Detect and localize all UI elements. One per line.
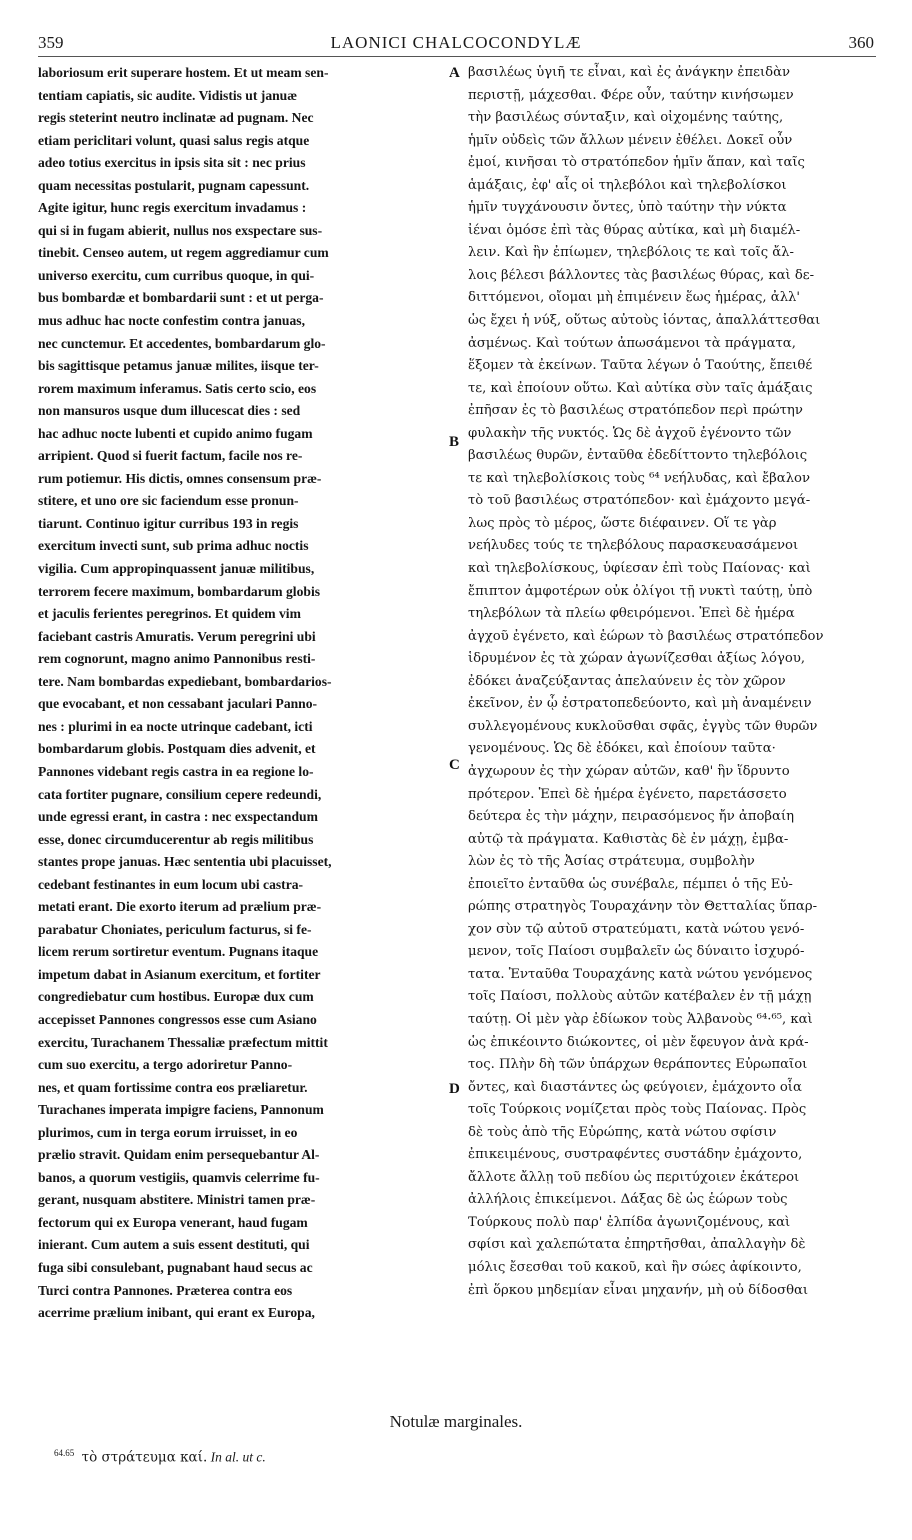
greek-text-line: λειν. Καὶ ἢν ἐπίωμεν, τηλεβόλοις τε καὶ τοῖς ἄλ-: [468, 245, 794, 261]
greek-text-line: γενομένους. Ὡς δὲ ἐδόκει, καὶ ἐποίουν ταῦτα·: [468, 741, 776, 757]
latin-column: [38, 62, 444, 1325]
footnote-ref: 64.65: [54, 1448, 75, 1458]
greek-text-line: ἐδόκει ἀναζεύξαντας ἀπελαύνειν ἐς τὸν χῶρον: [468, 673, 786, 689]
latin-text-line: cata fortiter pugnare, consilium cepere redeundi,: [38, 786, 322, 802]
footnote-latin: In al. ut c.: [210, 1449, 266, 1465]
latin-text-line: acerrime prælium inibant, qui erant ex Europa,: [38, 1305, 315, 1321]
latin-text-line: tere. Nam bombardas expediebant, bombardarios-: [38, 673, 332, 689]
latin-text-line: tinebit. Censeo autem, ut regem aggrediamur cum: [38, 245, 329, 261]
footnote-greek: τὸ στράτευμα καί.: [81, 1449, 208, 1466]
greek-text-line: Τούρκους πολὺ παρ' ἐλπίδα ἀγωνιζομένους, καὶ: [468, 1214, 791, 1230]
latin-text-line: non mansuros usque dum illucescat dies : sed: [38, 403, 301, 419]
latin-text-line: que evocabant, et non cessabant jaculari Panno-: [38, 696, 318, 712]
latin-text-line: tiarunt. Continuo igitur curribus 193 in regis: [38, 515, 299, 531]
latin-text-line: cedebant festinantes in eum locum ubi castra-: [38, 876, 304, 892]
greek-text-line: ἐποιεῖτο ἐνταῦθα ὡς συνέβαλε, πέμπει ὁ τῆς Εὐ-: [468, 876, 793, 892]
greek-text-line: τὸ τοῦ βασιλέως στρατόπεδον· καὶ ἐμάχοντο μεγά-: [468, 493, 811, 509]
latin-text-line: etiam periclitari volunt, quasi salus regis atque: [38, 132, 310, 148]
greek-text-line: ταύτῃ. Οἱ μὲν γὰρ ἐδίωκον τοὺς Ἀλβανοὺς ⁶⁴·⁶⁵, καὶ: [468, 1011, 813, 1027]
greek-text-line: δὲ τοὺς ἀπὸ τῆς Εὐρώπης, κατὰ νώτου σφίσιν: [468, 1124, 777, 1140]
latin-text-line: banos, a quorum vestigiis, quamvis celerrime fu-: [38, 1169, 320, 1185]
latin-text-line: stitere, et uno ore sic faciendum esse pronun-: [38, 493, 299, 509]
page-number-right: 360: [848, 33, 874, 52]
running-head: LAONICI CHALCOCONDYLÆ: [330, 33, 582, 52]
latin-text-line: mus adhuc hac nocte confestim contra januas,: [38, 313, 305, 329]
latin-text-line: rem cognorunt, magno animo Pannonibus resti-: [38, 651, 316, 667]
section-marker-b: B: [449, 434, 460, 450]
latin-text-line: esse, donec circumducerentur ab regis militibus: [38, 831, 314, 847]
greek-text-line: ἀλλήλοις ἐπικείμενοι. Δάξας δὲ ὡς ἑώρων τοὺς: [468, 1192, 788, 1208]
greek-text-line: ἔπιπτον ἀμφοτέρων οὐκ ὀλίγοι τῇ νυκτὶ ταύτῃ, ὑπὸ: [468, 583, 813, 599]
latin-text-line: plurimos, cum in terga eorum irruisset, in eo: [38, 1124, 298, 1140]
latin-text-line: fuga sibi consulebant, pugnabant haud secus ac: [38, 1259, 313, 1275]
greek-text-line: ἄλλοτε ἄλλῃ τοῦ πεδίου ὡς περιτύχοιεν ἑκάτεροι: [468, 1169, 800, 1185]
latin-text-line: adeo totius exercitus in ipsis sita sit : nec prius: [38, 155, 306, 171]
greek-text-line: σφίσι καὶ χαλεπώτατα ἐπηρτῆσθαι, ἀπαλλαγὴν δὲ: [468, 1237, 806, 1253]
greek-text-line: ἡμῖν τυγχάνουσιν ὄντες, ὑπὸ ταύτην τὴν νύκτα: [468, 200, 787, 216]
greek-text-line: νεήλυδες τούς τε τηλεβόλους παρασκευασάμενοι: [468, 538, 799, 554]
latin-text-line: Agite igitur, hunc regis exercitum invadamus :: [38, 200, 307, 216]
greek-text-line: λοις βέλεσι βάλλοντες τὰς βασιλέως θύρας, καὶ δε-: [468, 267, 815, 283]
latin-text-line: universo exercitu, cum curribus quoque, in qui-: [38, 267, 315, 283]
greek-text-line: ἐμοί, κινῆσαι τὸ στρατόπεδον ἡμῖν ἅπαν, καὶ ταῖς: [468, 155, 805, 171]
greek-text-line: ἀσμένως. Καὶ τούτων ἀπωσάμενοι τὰ πράγματα,: [468, 335, 796, 351]
latin-text-line: quam necessitas postularit, pugnam capessunt.: [38, 177, 310, 193]
greek-text-line: δεύτερα ἐς τὴν μάχην, πειρασόμενος ἤν ἀποβαίη: [468, 809, 795, 825]
footnote: [54, 1448, 266, 1466]
greek-text-line: ἰέναι ὁμόσε ἐπὶ τὰς θύρας αὐτίκα, καὶ μὴ διαμέλ-: [468, 222, 801, 238]
latin-text-line: cum suo exercitu, a tergo adoriretur Panno-: [38, 1057, 293, 1073]
latin-text-line: nes, et quam fortissime contra eos præliaretur.: [38, 1079, 308, 1095]
greek-column: [468, 62, 880, 1302]
greek-text-line: μενον, τοῖς Παίοσι συμβαλεῖν ὡς δύναιτο ἰσχυρό-: [468, 944, 805, 960]
greek-text-line: χον σὺν τῷ αὐτοῦ στρατεύματι, κατὰ νώτου γενό-: [468, 921, 805, 937]
greek-text-line: βασιλέως θυρῶν, ἐνταῦθα ἐδεδίττοντο τηλεβόλοις: [468, 448, 808, 464]
marginal-notes-title: Notulæ marginales.: [389, 1412, 523, 1431]
greek-text-line: ἐπῆσαν ἐς τὸ βασιλέως στρατόπεδον περὶ πρώτην: [468, 403, 803, 419]
latin-text-line: parabatur Choniates, periculum facturus, si fe-: [38, 921, 312, 937]
latin-text-line: et jaculis ferientes peregrinos. Et quidem vim: [38, 606, 301, 622]
latin-text-line: impetum dabat in Asianum exercitum, et fortiter: [38, 966, 321, 982]
greek-text-line: πρότερον. Ἐπεὶ δὲ ἡμέρα ἐγένετο, παρετάσσετο: [468, 786, 787, 802]
latin-text-line: fectorum qui ex Europa venerant, haud fugam: [38, 1214, 308, 1230]
page-number-left: 359: [38, 33, 64, 52]
latin-text-line: hac adhuc nocte lubenti et cupido animo fugam: [38, 425, 313, 441]
greek-text-line: φυλακὴν τῆς νυκτός. Ὡς δὲ ἀγχοῦ ἐγένοντο τῶν: [468, 425, 792, 441]
greek-text-line: ἕξομεν τὰ ἐκείνων. Ταῦτα λέγων ὁ Ταούτης, ἔπειθέ: [468, 358, 813, 374]
latin-text-line: vigilia. Cum appropinquassent januæ militibus,: [38, 561, 315, 577]
greek-text-line: καὶ τηλεβολίσκους, ὑφίεσαν ἐπὶ τοὺς Παίονας· καὶ: [468, 561, 811, 577]
latin-text-line: arripient. Quod si fuerit factum, facile nos re-: [38, 448, 303, 464]
greek-text-line: τὴν βασιλέως σύνταξιν, καὶ οἰχομένης ταύτης,: [468, 110, 784, 126]
latin-text-line: Turachanes imperata impigre faciens, Pannonum: [38, 1102, 324, 1118]
latin-text-line: laboriosum erit superare hostem. Et ut meam sen-: [38, 65, 329, 80]
section-marker-c: C: [449, 757, 460, 773]
greek-text-line: ἀγχοῦ ἐγένετο, καὶ ἑώρων τὸ βασιλέως στρατόπεδον: [468, 628, 824, 644]
latin-text-line: bombardarum globis. Postquam dies advenit, et: [38, 741, 316, 757]
latin-text-line: faciebant castris Amuratis. Verum peregrini ubi: [38, 628, 316, 644]
latin-text-line: licem rerum sortiretur eventum. Pugnans itaque: [38, 944, 319, 960]
latin-text-line: stantes prope januas. Hæc sententia ubi placuisset,: [38, 854, 332, 870]
latin-text-line: metati erant. Die exorto iterum ad prælium præ-: [38, 899, 322, 915]
greek-text-line: ἐπὶ ὅρκου μηδεμίαν εἶναι μηχανήν, μὴ οὐ δίδοσθαι: [468, 1282, 809, 1298]
greek-text-line: τατα. Ἐνταῦθα Τουραχάνης κατὰ νώτου γενόμενος: [468, 966, 813, 982]
latin-text-line: nec cunctemur. Et accedentes, bombardarum glo-: [38, 335, 326, 351]
latin-text-line: gerant, nusquam abstitere. Ministri tamen præ-: [38, 1192, 316, 1208]
latin-text-line: rorem maximum inferamus. Satis certo scio, eos: [38, 380, 317, 396]
greek-text-line: συλλεγομένους κυκλοῦσθαι σφᾶς, ἐγγὺς τῶν θυρῶν: [468, 718, 818, 734]
latin-text-line: nes : plurimi in ea nocte utrinque cadebant, icti: [38, 718, 313, 734]
greek-text-line: αὐτῷ τὰ πράγματα. Καθιστὰς δὲ ἐν μάχῃ, ἐμβα-: [468, 831, 789, 847]
latin-text-line: inierant. Cum autem a suis essent destituti, qui: [38, 1237, 310, 1253]
greek-text-line: περιστῇ, μάχεσθαι. Φέρε οὖν, ταύτην κινήσωμεν: [468, 87, 794, 103]
greek-text-line: τος. Πλὴν δὴ τῶν ὑπάρχων θεράποντες Εὐρωπαῖοι: [468, 1057, 808, 1073]
latin-text-line: Turci contra Pannones. Præterea contra eos: [38, 1282, 293, 1298]
greek-text-line: τηλεβόλων τὰ πλείω φθειρόμενοι. Ἐπεὶ δὲ ἡμέρα: [468, 606, 795, 622]
latin-text-line: Pannones videbant regis castra in ea regione lo-: [38, 763, 314, 779]
latin-text-line: tentiam capiatis, sic audite. Vidistis ut januæ: [38, 87, 298, 103]
greek-text-line: διττόμενοι, οἴομαι μὴ ἐπιμένειν ἕως ἡμέρας, ἀλλ': [468, 290, 801, 306]
greek-text-line: μόλις ἔσεσθαι τοῦ κακοῦ, καὶ ἢν σώες ἀφίκοιντο,: [468, 1259, 802, 1275]
greek-text-line: ὡς ἔχει ἡ νύξ, οὕτως αὐτοὺς ἰόντας, ἀπαλλάττεσθαι: [468, 313, 821, 329]
latin-text-line: terrorem fecere maximum, bombardarum globis: [38, 583, 321, 599]
greek-text-line: ἡμῖν οὐδεὶς τῶν ἄλλων μένειν ἐθέλει. Δοκεῖ οὖν: [468, 132, 793, 148]
latin-text-line: qui si in fugam abierit, nullus nos exspectare sus-: [38, 222, 323, 238]
latin-text-line: bis sagittisque petamus januæ milites, iisque ter-: [38, 358, 319, 374]
greek-text-line: βασιλέως ὑγιῆ τε εἶναι, καὶ ἐς ἀνάγκην ἐπειδὰν: [468, 65, 791, 80]
greek-text-line: ἱδρυμένον ἐς τὰ χώραν ἀγωνίζεσθαι ἀξίως λόγου,: [468, 651, 806, 667]
latin-text-line: rum potiemur. His dictis, omnes consensum præ-: [38, 470, 322, 486]
greek-text-line: λως πρὸς τὸ μέρος, ὥστε διέφαινεν. Οἵ τε γὰρ: [468, 515, 777, 531]
latin-text-line: exercitu, Turachanem Thessaliæ præfectum mittit: [38, 1034, 328, 1050]
greek-text-line: ρώπης στρατηγὸς Τουραχάνην τὸν Θετταλίας ὕπαρ-: [468, 899, 818, 915]
greek-text-line: ἁμάξαις, ἐφ' αἷς οἱ τηλεβόλοι καὶ τηλεβολίσκοι: [468, 177, 787, 193]
greek-text-line: τε καὶ τηλεβολίσκοις τοὺς ⁶⁴ νεήλυδας, καὶ ἔβαλον: [468, 470, 811, 486]
greek-text-line: τοῖς Τούρκοις νομίζεται πρὸς τοὺς Παίονας. Πρὸς: [468, 1102, 807, 1118]
latin-text-line: prælio stravit. Quidam enim persequebantur Al-: [38, 1147, 320, 1163]
greek-text-line: τε, καὶ ἐποίουν οὕτω. Καὶ αὐτίκα σὺν ταῖς ἁμάξαις: [468, 380, 813, 396]
greek-text-line: ἀγχωρουν ἐς τὴν χώραν αὐτῶν, καθ' ἣν ἵδρυντο: [468, 763, 790, 779]
greek-text-line: λὼν ἐς τὸ τῆς Ἀσίας στράτευμα, συμβολὴν: [468, 854, 755, 870]
latin-text-line: unde egressi erant, in castra : nec exspectandum: [38, 809, 318, 825]
section-marker-d: D: [449, 1081, 460, 1097]
header-rule: [38, 56, 876, 57]
greek-text-line: τοῖς Παίοσι, πολλοὺς αὐτῶν κατέβαλεν ἐν τῇ μάχῃ: [468, 989, 812, 1005]
greek-text-line: ἐπικειμένους, συστραφέντες συστάδην ἐμάχοντο,: [468, 1147, 803, 1163]
latin-text-line: exercitum invecti sunt, sub prima adhuc noctis: [38, 538, 309, 554]
latin-text-line: regis steterint neutro inclinatæ ad pugnam. Nec: [38, 110, 314, 126]
latin-text-line: congrediebatur cum hostibus. Europæ dux cum: [38, 989, 314, 1005]
latin-text-line: accepisset Pannones congressos esse cum Asiano: [38, 1011, 317, 1027]
section-marker-a: A: [449, 65, 460, 81]
greek-text-line: ἐκεῖνον, ἐν ᾧ ἐστρατοπεδεύοντο, καὶ μὴ ἀναμένειν: [468, 696, 812, 712]
greek-text-line: ὡς ἐπικέοιντο διώκοντες, οἱ μὲν ἔφευγον ἀνὰ κρά-: [468, 1034, 809, 1050]
greek-text-line: ὄντες, καὶ διαστάντες ὡς φεύγοιεν, ἐμάχοντο οἷα: [468, 1079, 802, 1095]
latin-text-line: bus bombardæ et bombardarii sunt : et ut perga-: [38, 290, 324, 306]
